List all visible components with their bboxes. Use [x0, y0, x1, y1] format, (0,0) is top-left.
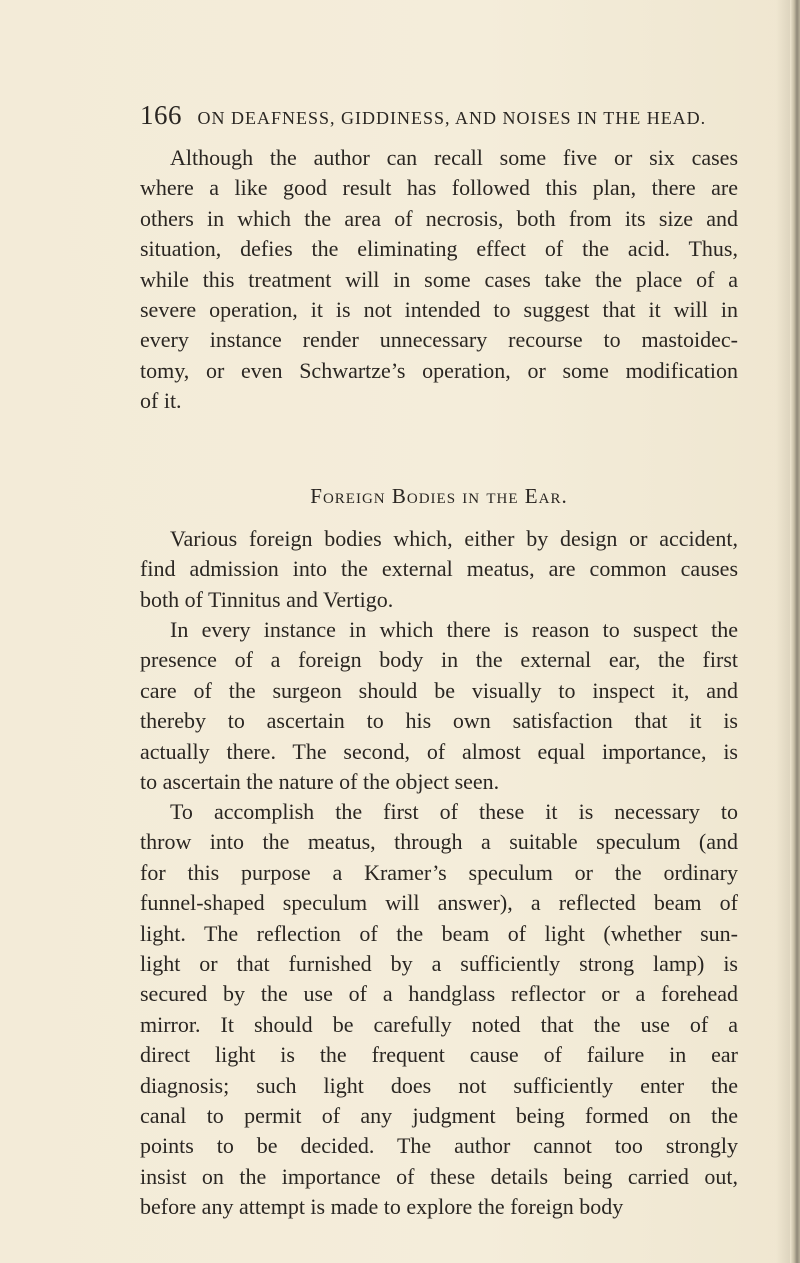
page-edge [790, 0, 800, 1263]
text-line: canal to permit of any judgment being formed on the [140, 1102, 738, 1128]
text-line: while this treatment will in some cases take the place of a [140, 266, 738, 292]
text-line: where a like good result has followed this plan, there are [140, 175, 738, 201]
text-line: situation, defies the eliminating effect of the acid. Thus, [140, 236, 738, 262]
paragraph-4 [140, 797, 738, 1222]
text-line: funnel-shaped speculum will answer), a reflected beam of [140, 890, 738, 916]
text-line: Although the author can recall some five or six cases [170, 145, 738, 170]
text-line: others in which the area of necrosis, both from its size and [140, 205, 738, 231]
text-line: To accomplish the first of these it is necessary to [170, 799, 738, 824]
text-line: direct light is the frequent cause of failure in ear [140, 1042, 738, 1068]
running-header [140, 100, 706, 131]
running-title: ON DEAFNESS, GIDDINESS, AND NOISES IN THE HEAD. [197, 108, 707, 128]
text-line: In every instance in which there is reason to suspect the [170, 617, 738, 642]
page-shadow [776, 0, 790, 1263]
text-line: both of Tinnitus and Vertigo. [140, 586, 394, 612]
text-line: mirror. It should be carefully noted that the use of a [140, 1011, 738, 1037]
section-heading: Foreign Bodies in the Ear. [310, 484, 568, 508]
text-line: for this purpose a Kramer’s speculum or the ordinary [140, 859, 738, 885]
page-number: 166 [140, 100, 182, 130]
text-line: severe operation, it is not intended to suggest that it will in [140, 296, 738, 322]
text-line: actually there. The second, of almost equal importance, is [140, 738, 738, 764]
text-line: thereby to ascertain to his own satisfaction that it is [140, 708, 738, 734]
paragraph-1 [140, 143, 738, 417]
text-line: before any attempt is made to explore the foreign body [140, 1194, 624, 1220]
text-line: insist on the importance of these details being carried out, [140, 1163, 738, 1189]
text-line: points to be decided. The author cannot too strongly [140, 1133, 738, 1159]
text-line: find admission into the external meatus, are common causes [140, 556, 738, 582]
paragraph-2 [140, 524, 738, 615]
text-line: presence of a foreign body in the external ear, the first [140, 647, 738, 673]
text-line: light or that furnished by a sufficiently strong lamp) is [140, 950, 738, 976]
text-line: to ascertain the nature of the object seen. [140, 768, 500, 794]
text-line: light. The reflection of the beam of light (whether sun- [140, 920, 738, 946]
text-line: of it. [140, 388, 182, 414]
text-line: every instance render unnecessary recourse to mastoidec- [140, 327, 738, 353]
text-line: diagnosis; such light does not sufficiently enter the [140, 1072, 738, 1098]
text-line: tomy, or even Schwartze’s operation, or some modification [140, 357, 738, 383]
text-line: Various foreign bodies which, either by design or accident, [170, 526, 738, 551]
text-line: care of the surgeon should be visually to inspect it, and [140, 677, 738, 703]
text-line: secured by the use of a handglass reflector or a forehead [140, 981, 738, 1007]
text-line: throw into the meatus, through a suitable speculum (and [140, 829, 738, 855]
paragraph-3 [140, 615, 738, 797]
